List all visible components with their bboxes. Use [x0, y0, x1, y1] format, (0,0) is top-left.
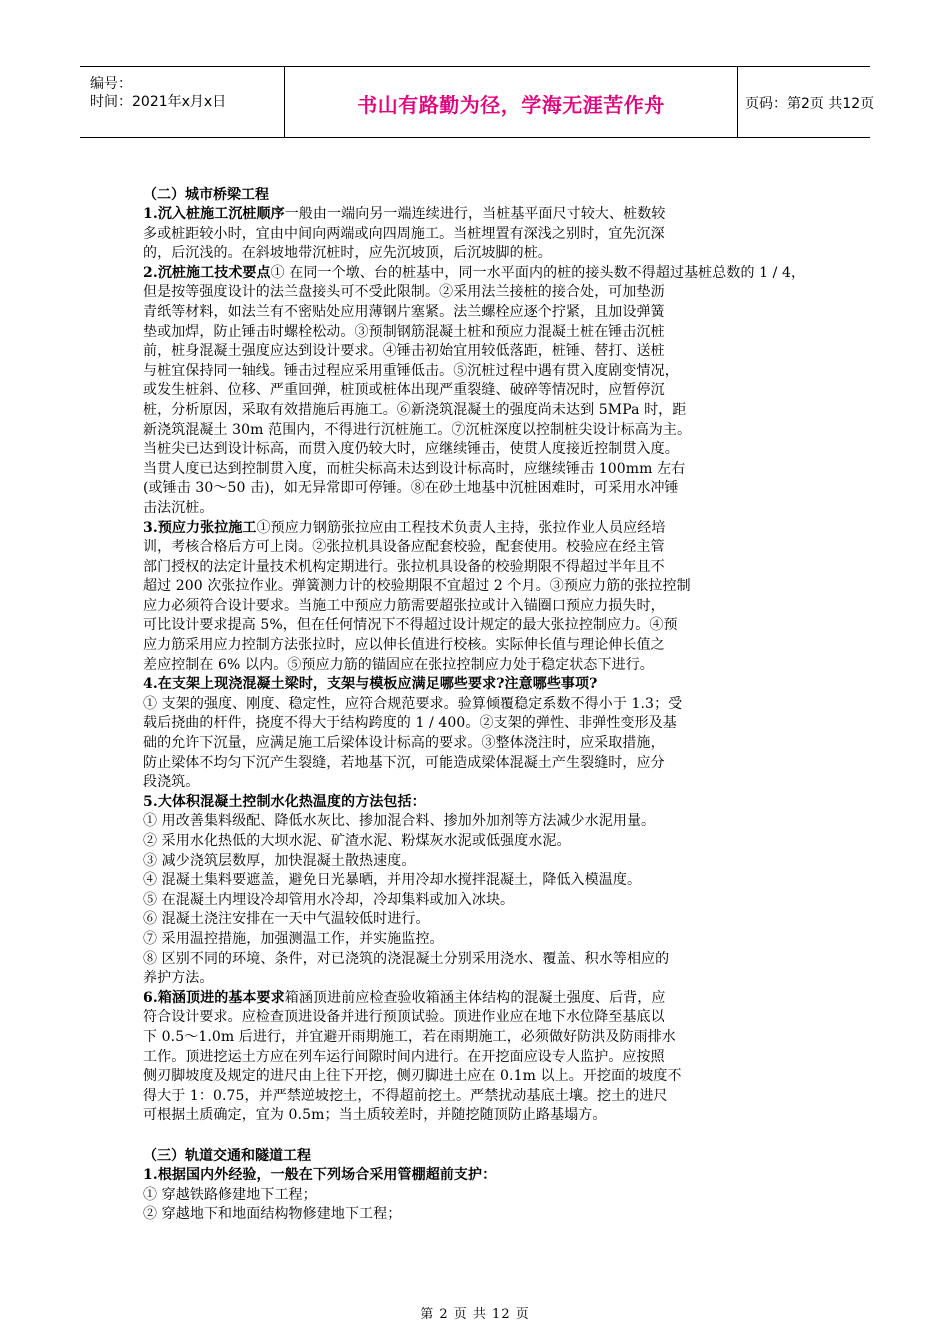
section-title: （三）轨道交通和隧道工程: [143, 1147, 311, 1164]
text-line: 侧刃脚坡度及规定的进尺由上往下开挖，侧刃脚进土应在 0.1m 以上。开挖面的坡度不: [143, 1068, 682, 1085]
section-gap: [143, 1126, 795, 1147]
text-line: ② 穿越地下和地面结构物修建地下工程；: [143, 1206, 402, 1223]
page-header: [80, 66, 875, 138]
text-line: ① 穿越铁路修建地下工程；: [143, 1186, 317, 1203]
document-body: [143, 186, 806, 1225]
text-line: 当贯人度已达到控制贯入度，而桩尖标高未达到设计标高时，应继续锤击 100mm 左右: [143, 460, 686, 477]
text-line: 载后挠曲的杆件，挠度不得大于结构跨度的 1 / 400。②支架的弹性、非弹性变形及基: [143, 715, 677, 732]
text-line: 工作。顶进挖运土方应在列车运行间隙时间内进行。在开挖面应设专人监护。应按照: [143, 1048, 665, 1065]
text-line: 防止梁体不均匀下沉产生裂缝，若地基下沉，可能造成梁体混凝土产生裂缝时，应分: [143, 754, 665, 771]
text-line: 与桩宜保持同一轴线。锤击过程应采用重锤低击。⑤沉桩过程中遇有贯入度剧变情况，: [143, 362, 679, 379]
text-line: 养护方法。: [143, 970, 214, 987]
text-line: ⑦ 采用温控措施，加强测温工作，并实施监控。: [143, 930, 444, 947]
header-page-number: 页码：第2页 共12页: [745, 96, 875, 112]
item-heading-text: 1.根据国内外经验，一般在下列场合采用管棚超前支护：: [143, 1166, 497, 1183]
item-heading-text: 5.大体积混凝土控制水化热温度的方法包括：: [143, 793, 426, 810]
header-motto: 书山有路勤为径，学海无涯苦作舟: [357, 93, 665, 117]
item-heading-text: 4.在支架上现浇混凝土梁时，支架与模板应满足哪些要求?注意哪些事项?: [143, 676, 598, 693]
item-heading: [143, 793, 795, 813]
text-line: [143, 205, 795, 225]
text-line: 础的允许下沉量，应满足施工后梁体设计标高的要求。③整体浇注时，应采取措施，: [143, 735, 665, 752]
item-first-line-text: ① 在同一个墩、台的桩基中，同一水平面内的桩的接头数不得超过基桩总数的 1 / 4，: [270, 264, 806, 281]
header-motto-cell: [284, 67, 738, 137]
document-time-label: 时间：2021年x月x日: [90, 94, 227, 110]
text-line: 部门授权的法定计量技术机构定期进行。张拉机具设备的校验期限不得超过半年且不: [143, 558, 665, 575]
text-line: 或发生桩斜、位移、严重回弹，桩顶或桩体出现严重裂缝、破碎等情况时，应暂停沉: [143, 382, 665, 399]
item-first-line-text: ①预应力钢筋张拉应由工程技术负责人主持，张拉作业人员应经培: [256, 519, 666, 536]
text-line: (或锤击 30～50 击)，如无异常即可停锤。⑧在砂土地基中沉桩困难时，可采用水冲锤: [143, 480, 679, 497]
text-line: ① 支架的强度、刚度、稳定性，应符合规范要求。验算倾覆稳定系数不得小于 1.3；受: [143, 695, 683, 712]
document-number-label: 编号：: [90, 76, 132, 92]
item-first-line-text: 一般由一端向另一端连续进行，当桩基平面尺寸较大、桩数较: [284, 206, 666, 222]
text-line: 可根据土质确定，宜为 0.5m；当土质较差时，并随挖随顶防止路基塌方。: [143, 1107, 607, 1124]
text-line: 差应控制在 6% 以内。⑤预应力筋的锚固应在张拉控制应力处于稳定状态下进行。: [143, 656, 654, 673]
item-first-line-text: 箱涵顶进前应检查验收箱涵主体结构的混凝土强度、后背，应: [284, 989, 666, 1006]
text-line: [143, 989, 795, 1009]
text-line: [143, 264, 806, 284]
text-line: 符合设计要求。应检查顶进设备并进行预顶试验。顶进作业应在地下水位降至基底以: [143, 1009, 665, 1026]
text-line: 击法沉桩。: [143, 499, 214, 516]
text-line: 桩，分析原因，采取有效措施后再施工。⑥新浇筑混凝土的强度尚未达到 5MPa 时，距: [143, 401, 687, 418]
text-line: ⑧ 区别不同的环境、条件，对已浇筑的浇混凝土分别采用浇水、覆盖、积水等相应的: [143, 950, 670, 967]
text-line: ⑤ 在混凝土内埋设冷却管用水冷却，冷却集料或加入冰块。: [143, 891, 515, 908]
header-page-cell: [737, 67, 875, 137]
text-line: 应力必须符合设计要求。当施工中预应力筋需要超张拉或计入锚圈口预应力损失时，: [143, 597, 665, 614]
text-line: 段浇筑。: [143, 774, 200, 791]
text-line: 垫或加焊，防止锤击时螺栓松动。③预制钢筋混凝土桩和预应力混凝土桩在锤击沉桩: [143, 323, 665, 340]
text-line: 应力筋采用应力控制方法张拉时，应以伸长值进行校核。实际伸长值与理论伸长值之: [143, 637, 665, 654]
item-heading: [143, 1166, 795, 1186]
text-line: ③ 减少浇筑层数厚，加快混凝土散热速度。: [143, 852, 416, 869]
text-line: 多或桩距较小时，宜由中间向两端或向四周施工。当桩埋置有深浅之别时，宜先沉深: [143, 225, 665, 242]
text-line: 得大于 1：0.75，并严禁逆坡挖土，不得超前挖土。严禁扰动基底土壤。挖土的进尺: [143, 1087, 668, 1104]
text-line: 的，后沉浅的。在斜坡地带沉桩时，应先沉坡顶，后沉坡脚的桩。: [143, 245, 552, 262]
item-heading-text: 2.沉桩施工技术要点: [143, 264, 271, 281]
text-line: 可比设计要求提高 5%，但在任何情况下不得超过设计规定的最大张拉控制应力。④预: [143, 617, 678, 634]
item-heading-text: 1.沉入桩施工沉桩顺序: [143, 206, 285, 222]
text-line: ② 采用水化热低的大坝水泥、矿渣水泥、粉煤灰水泥或低强度水泥。: [143, 833, 571, 849]
text-line: 超过 200 次张拉作业。弹簧测力计的校验期限不宜超过 2 个月。③预应力筋的张拉控制: [143, 578, 691, 595]
section-title: （二）城市桥梁工程: [143, 187, 269, 203]
text-line: 青纸等材料，如法兰有不密贴处应用薄钢片塞紧。法兰螺栓应逐个拧紧，且加设弹簧: [143, 303, 665, 320]
text-line: ⑥ 混凝土浇注安排在一天中气温较低时进行。: [143, 911, 430, 928]
page-footer: 第 2 页 共 12 页: [420, 1307, 530, 1322]
text-line: 当桩尖已达到设计标高，而贯入度仍较大时，应继续锤击，使贯人度接近控制贯入度。: [143, 441, 679, 458]
item-heading-text: 3.预应力张拉施工: [143, 519, 257, 536]
text-line: 下 0.5～1.0m 后进行，并宜避开雨期施工，若在雨期施工，必须做好防洪及防雨排水: [143, 1028, 676, 1045]
item-heading: [143, 675, 795, 695]
header-meta-cell: [80, 67, 284, 137]
text-line: ① 用改善集料级配、降低水灰比、掺加混合料、掺加外加剂等方法减少水泥用量。: [143, 813, 656, 830]
text-line: 前，桩身混凝土强度应达到设计要求。④锤击初始宜用较低落距，桩锤、替打、送桩: [143, 343, 665, 360]
text-line: 但是按等强度设计的法兰盘接头可不受此限制。②采用法兰接桩的接合处，可加垫沥: [143, 284, 665, 301]
text-line: [143, 519, 795, 539]
text-line: 训，考核合格后方可上岗。②张拉机具设备应配套校验，配套使用。校验应在经主管: [143, 539, 665, 556]
text-line: 新浇筑混凝土 30m 范围内，不得进行沉桩施工。⑦沉桩深度以控制桩尖设计标高为主。: [143, 421, 692, 438]
text-line: ④ 混凝土集料要遮盖，避免日光暴晒，并用冷却水搅拌混凝土，降低入模温度。: [143, 872, 642, 889]
item-heading-text: 6.箱涵顶进的基本要求: [143, 989, 285, 1006]
